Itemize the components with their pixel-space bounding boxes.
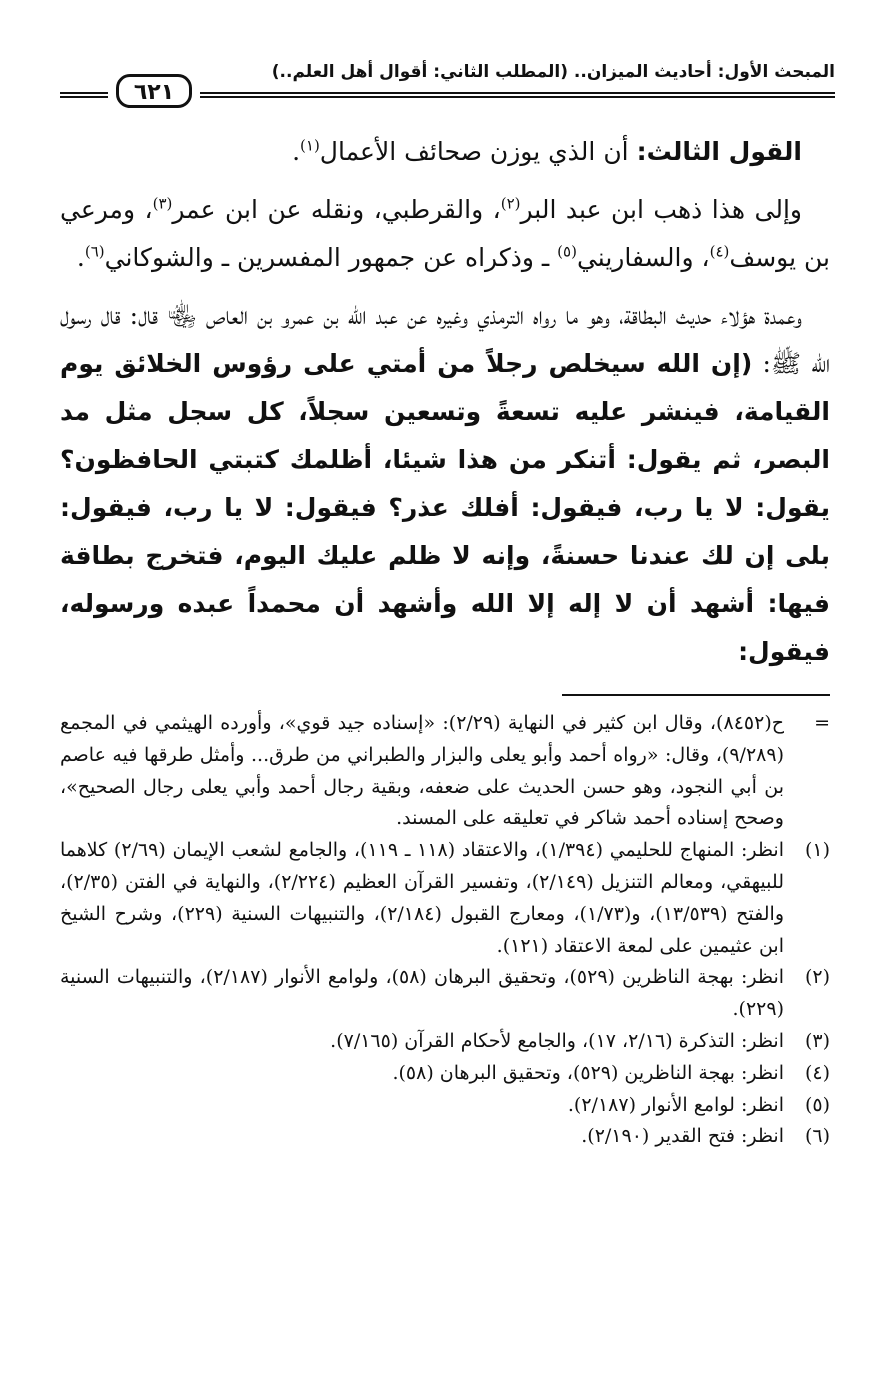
footnote-ref-1: (١) (300, 136, 320, 155)
paragraph-text: ـ وذكراه عن جمهور المفسرين ـ والشوكاني (104, 243, 558, 272)
paragraph-scholars (60, 186, 830, 282)
main-text (60, 128, 830, 686)
paragraph-text: ، والقرطبي، ونقله عن ابن عمر (172, 195, 501, 224)
footnote-mark: (٤) (804, 1061, 830, 1084)
header-rule (200, 92, 835, 98)
page-number: ٦٢١ (116, 74, 192, 108)
opinion-heading: القول الثالث: (636, 137, 802, 166)
paragraph-text: أن الذي يوزن صحائف الأعمال (319, 137, 637, 166)
paragraph-text: ، والسفاريني (576, 243, 710, 272)
running-header (60, 58, 835, 108)
paragraph-text: . (76, 243, 85, 272)
footnote-text: ح(٨٤٥٢)، وقال ابن كثير في النهاية (٢/٢٩): «إسناده جيد قوي»، وأورده الهيثمي في المجمع (٩/٢٨٩)، وقال: «رواه أحمد وأبو يعلى والبزار والطبراني من طرق... وأمثل طرقها فيه عاصم بن أبي النجود، وهو حسن الحديث على ضعفه، وبقية رجال أحمد وأبي يعلى رجال الصحيح»، وصحح إسناده أحمد شاكر في تعليقه على المسند. (60, 712, 784, 830)
footnote-mark: (٥) (804, 1093, 830, 1116)
paragraph-text: ، ومرعي بن يوسف (60, 195, 830, 272)
footnote-mark: (٢) (804, 966, 830, 989)
footnote-ref-2: (٢) (500, 194, 521, 213)
paragraph-text: وعمدة هؤلاء حديث البطاقة، وهو ما رواه الترمذي وغيره عن عبد الله بن عمرو بن العاص ﵄ قال: قال رسول الله ﷺ: (60, 301, 830, 378)
footnote-mark: (٣) (804, 1029, 830, 1052)
footnote-mark: (٦) (804, 1125, 830, 1148)
footnote-2 (60, 962, 830, 1026)
header-rule-short (60, 92, 108, 98)
footnote-5 (60, 1090, 830, 1122)
footnote-text: انظر: المنهاج للحليمي (١/٣٩٤)، والاعتقاد (١١٨ ـ ١١٩)، والجامع لشعب الإيمان (٢/٦٩) كلاهما للبيهقي، ومعالم التنزيل (٢/١٤٩)، وتفسير القرآن العظيم (٢/٢٢٤)، والنهاية في الفتن (٢/٣٥)، والفتح (١٣/٥٣٩)، و(١/٧٣)، ومعارج القبول (٢/١٨٤)، والتنبيهات السنية (٢٢٩)، وشرح الشيخ ابن عثيمين على لمعة الاعتقاد (١٢١). (60, 839, 784, 957)
footnote-6 (60, 1121, 830, 1153)
paragraph-hadith (60, 292, 830, 676)
footnote-text: انظر: فتح القدير (٢/١٩٠). (581, 1125, 784, 1148)
footnote-ref-3: (٣) (152, 194, 173, 213)
footnote-text: انظر: لوامع الأنوار (٢/١٨٧). (567, 1093, 784, 1116)
footnote-mark: (١) (804, 839, 830, 862)
footnote-text: انظر: بهجة الناظرين (٥٢٩)، وتحقيق البرهان (٥٨)، ولوامع الأنوار (٢/١٨٧)، والتنبيهات السنية (٢٢٩). (60, 966, 785, 1021)
footnote-ref-5: (٥) (557, 242, 577, 261)
footnote-separator (562, 694, 830, 696)
paragraph-text: وإلى هذا ذهب ابن عبد البر (520, 195, 802, 224)
paragraph-text: . (292, 137, 301, 166)
footnote-3 (60, 1026, 830, 1058)
footnote-1 (60, 835, 830, 962)
footnote-ref-6: (٦) (84, 242, 105, 261)
footnotes (60, 708, 830, 1153)
footnote-text: انظر: التذكرة (٢/١٦، ١٧)، والجامع لأحكام القرآن (٧/١٦٥). (330, 1029, 784, 1052)
footnote-ref-4: (٤) (709, 242, 730, 261)
paragraph-third-opinion (60, 128, 830, 176)
footnote-continuation (60, 708, 830, 835)
footnote-mark: = (814, 712, 830, 734)
footnote-text: انظر: بهجة الناظرين (٥٢٩)، وتحقيق البرهان (٥٨). (392, 1061, 784, 1084)
hadith-quote: (إن الله سيخلص رجلاً من أمتي على رؤوس الخلائق يوم القيامة، فينشر عليه تسعةً وتسعين سجلاً، كل سجل مثل مد البصر، ثم يقول: أتنكر من هذا شيئا، أظلمك كتبتي الحافظون؟ يقول: لا يا رب، فيقول: أفلك عذر؟ فيقول: لا يا رب، فيقول: بلى إن لك عندنا حسنةً، وإنه لا ظلم عليك اليوم، فتخرج بطاقة فيها: أشهد أن لا إله إلا الله وأشهد أن محمداً عبده ورسوله، فيقول: (60, 349, 830, 666)
header-title: المبحث الأول: أحاديث الميزان.. (المطلب الثاني: أقوال أهل العلم..) (271, 62, 835, 82)
footnote-4 (60, 1058, 830, 1090)
